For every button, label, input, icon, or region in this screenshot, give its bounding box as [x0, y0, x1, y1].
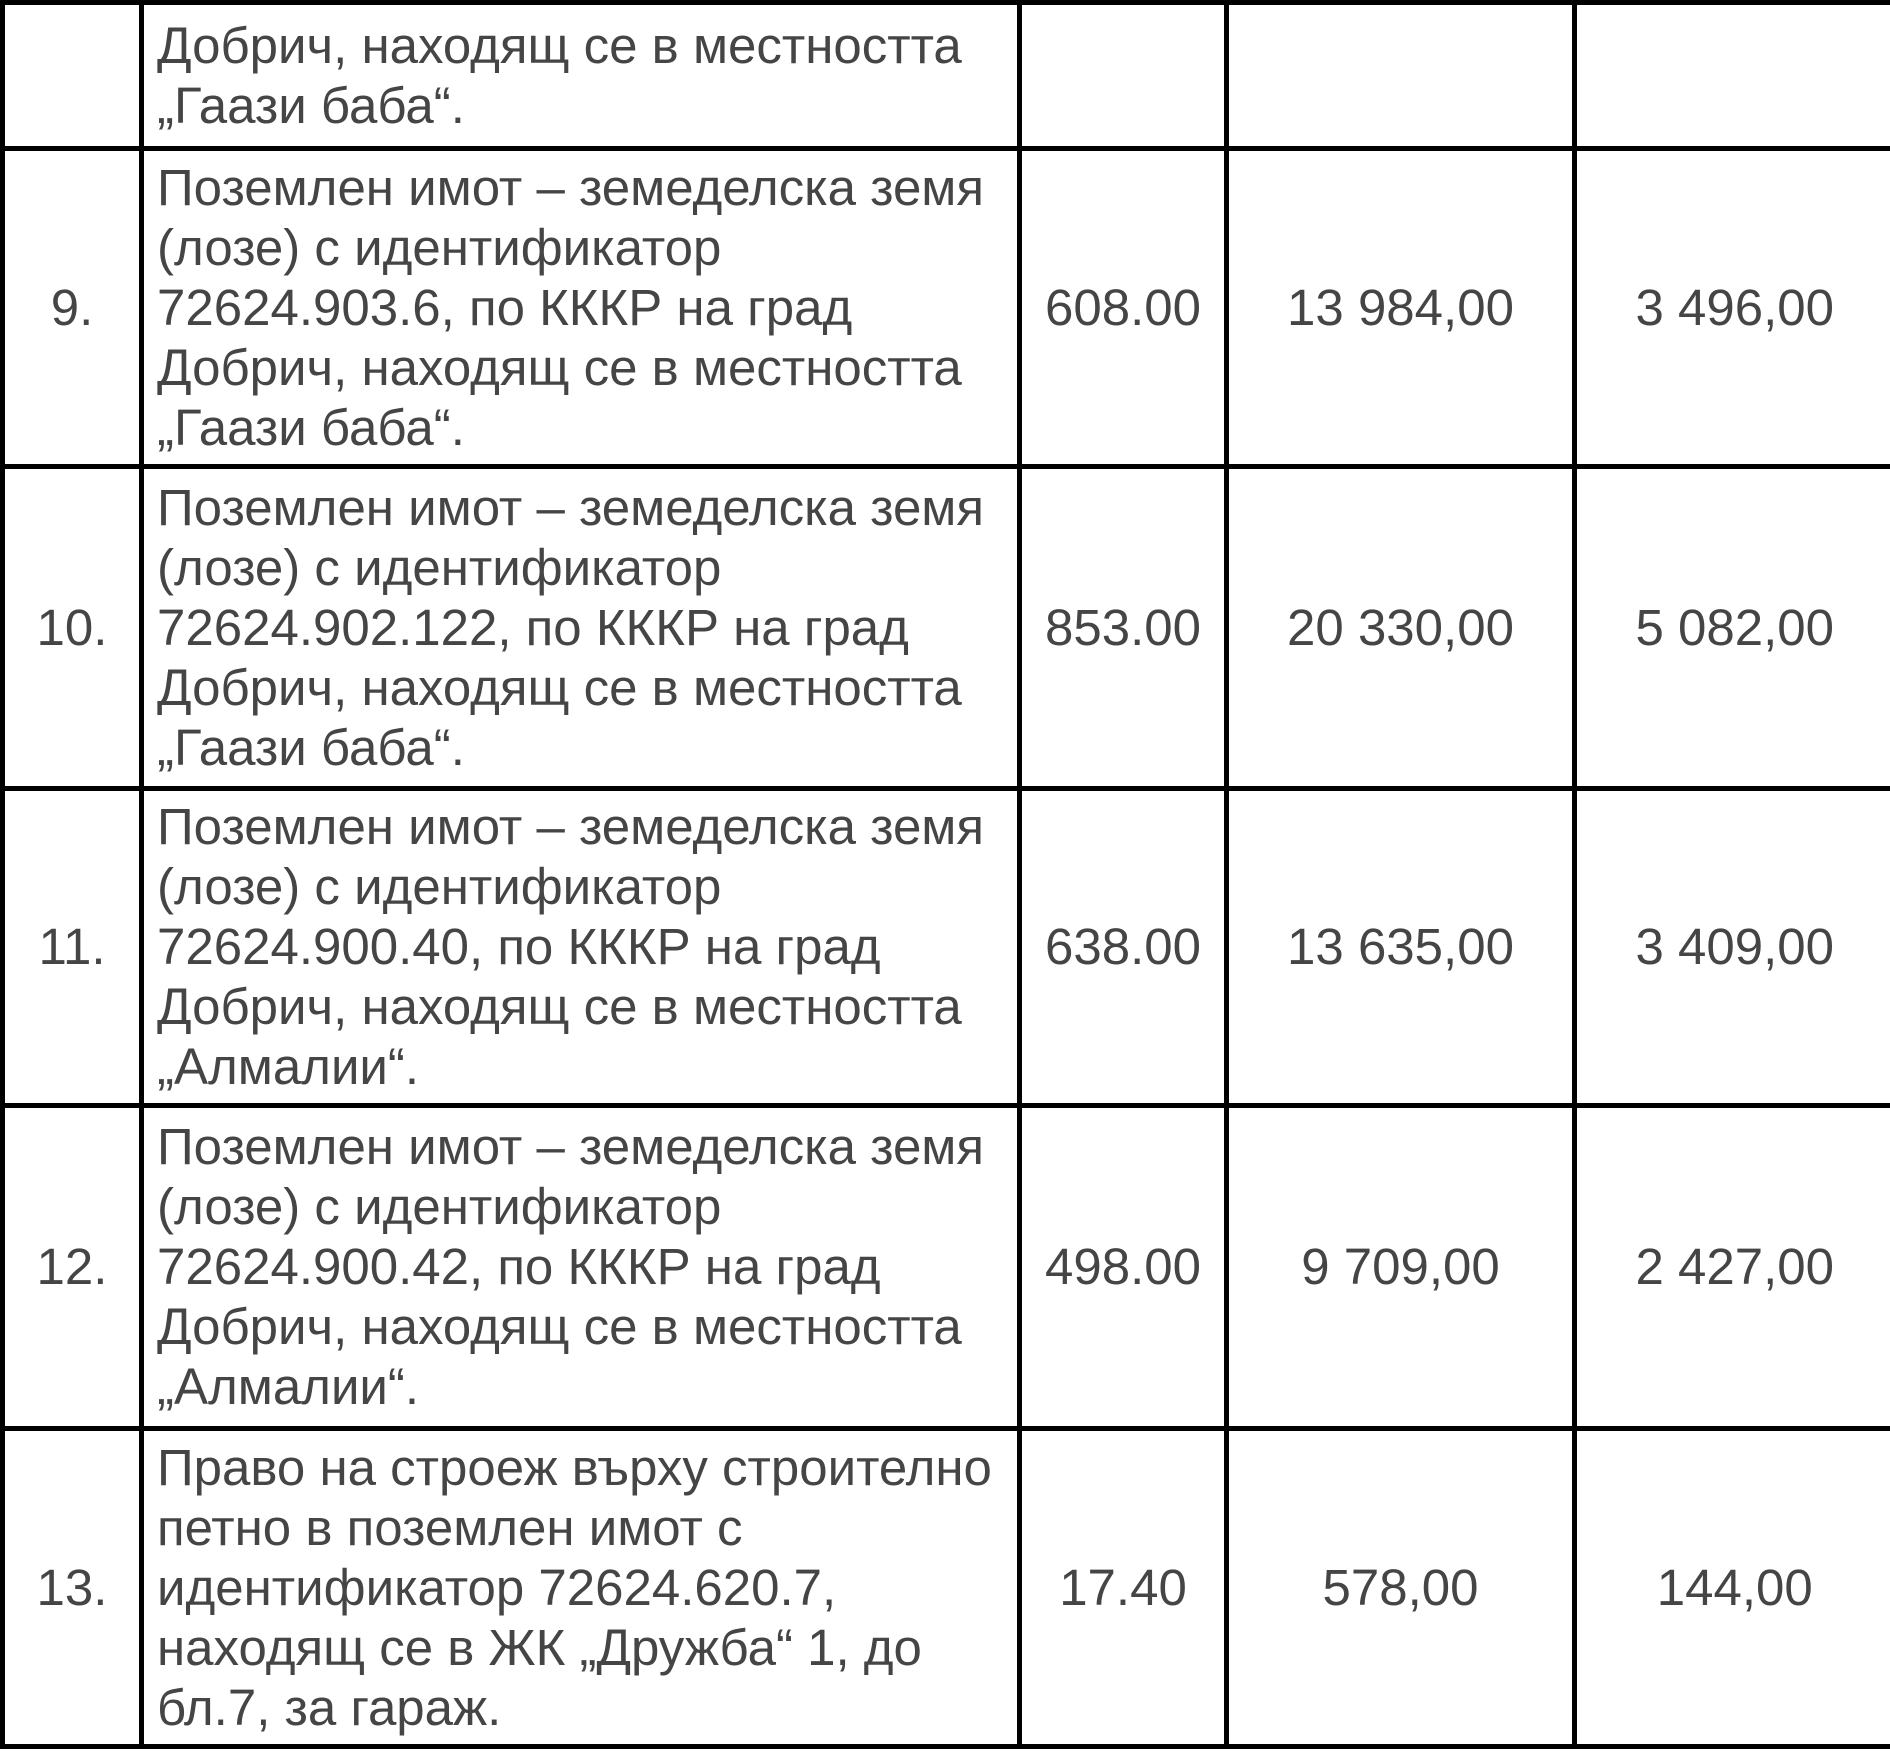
table-row	[3, 789, 1890, 1106]
table-row	[3, 3, 1890, 149]
table-row	[3, 149, 1890, 467]
row-number-cell: 10.	[3, 467, 142, 789]
description-cell: Поземлен имот – земеделска земя (лозе) с идентификатор 72624.900.40, по КККР на град Добрич, находящ се в местността „Алмалии“.	[142, 789, 1020, 1106]
description-cell: Добрич, находящ се в местността „Гаази баба“.	[142, 3, 1020, 149]
row-number-cell: 9.	[3, 149, 142, 467]
description-cell: Поземлен имот – земеделска земя (лозе) с идентификатор 72624.900.42, по КККР на град Добрич, находящ се в местността „Алмалии“.	[142, 1106, 1020, 1429]
value1-cell: 498.00	[1020, 1106, 1227, 1429]
value1-cell: 608.00	[1020, 149, 1227, 467]
description-cell: Поземлен имот – земеделска земя (лозе) с идентификатор 72624.903.6, по КККР на град Добрич, находящ се в местността „Гаази баба“.	[142, 149, 1020, 467]
row-number-cell: 13.	[3, 1429, 142, 1747]
table-row	[3, 1106, 1890, 1429]
value3-cell	[1575, 3, 1890, 149]
description-cell: Право на строеж върху строително петно в поземлен имот с идентификатор 72624.620.7, находящ се в ЖК „Дружба“ 1, до бл.7, за гараж.	[142, 1429, 1020, 1747]
value2-cell	[1227, 3, 1575, 149]
row-number-cell: 12.	[3, 1106, 142, 1429]
value2-cell: 9 709,00	[1227, 1106, 1575, 1429]
value2-cell: 578,00	[1227, 1429, 1575, 1747]
value1-cell: 638.00	[1020, 789, 1227, 1106]
row-number-cell: 11.	[3, 789, 142, 1106]
value1-cell: 853.00	[1020, 467, 1227, 789]
table-row	[3, 467, 1890, 789]
value2-cell: 13 635,00	[1227, 789, 1575, 1106]
value1-cell	[1020, 3, 1227, 149]
value2-cell: 13 984,00	[1227, 149, 1575, 467]
table-row	[3, 1429, 1890, 1747]
value3-cell: 3 409,00	[1575, 789, 1890, 1106]
value3-cell: 5 082,00	[1575, 467, 1890, 789]
description-cell: Поземлен имот – земеделска земя (лозе) с идентификатор 72624.902.122, по КККР на град Добрич, находящ се в местността „Гаази баба“.	[142, 467, 1020, 789]
value2-cell: 20 330,00	[1227, 467, 1575, 789]
value3-cell: 2 427,00	[1575, 1106, 1890, 1429]
value3-cell: 3 496,00	[1575, 149, 1890, 467]
value3-cell: 144,00	[1575, 1429, 1890, 1747]
value1-cell: 17.40	[1020, 1429, 1227, 1747]
row-number-cell	[3, 3, 142, 149]
